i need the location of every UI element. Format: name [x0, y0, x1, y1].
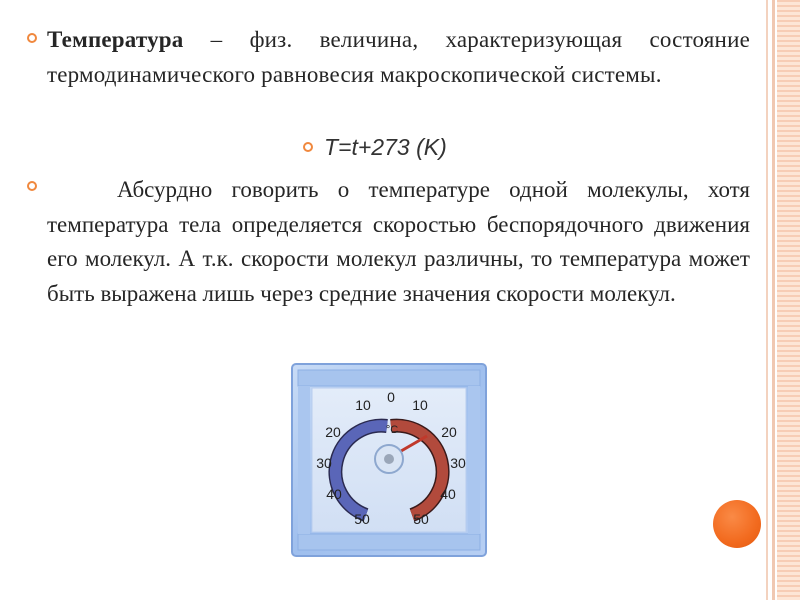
bullet-icon — [303, 142, 313, 152]
scale-right-30: 30 — [450, 455, 466, 471]
definition-paragraph — [47, 23, 750, 92]
bullet-icon — [27, 33, 37, 43]
scale-left-10: 10 — [355, 397, 371, 413]
slide-border-line — [772, 0, 775, 600]
scale-top: 0 — [387, 389, 395, 405]
scale-left-40: 40 — [326, 486, 342, 502]
scale-left-20: 20 — [325, 424, 341, 440]
slide-border-line — [766, 0, 768, 600]
scale-right-10: 10 — [412, 397, 428, 413]
scale-right-50: 50 — [413, 511, 429, 527]
slide-border-band — [777, 0, 800, 600]
bullet-icon — [27, 181, 37, 191]
thermometer-image — [290, 362, 488, 558]
scale-left-50: 50 — [354, 511, 370, 527]
formula: T=t+273 (K) — [324, 134, 447, 160]
explanation-paragraph: Абсурдно говорить о температуре одной молекулы, хотя температура тела определяется скоростью беспорядочного движения его молекул. А т.к. скорости молекул различны, то температура может быть выражена лишь через средние значения скорости молекул. — [47, 177, 750, 306]
scale-left-30: 30 — [316, 455, 332, 471]
scale-right-40: 40 — [440, 486, 456, 502]
term-temperature: Температура — [47, 27, 184, 52]
scale-right-20: 20 — [441, 424, 457, 440]
definition-text: – физ. величина, характеризующая состояние термодинамического равновесия макроскопической системы. — [47, 27, 750, 87]
decorative-orange-circle — [713, 500, 761, 548]
unit-label: °C — [385, 424, 399, 436]
